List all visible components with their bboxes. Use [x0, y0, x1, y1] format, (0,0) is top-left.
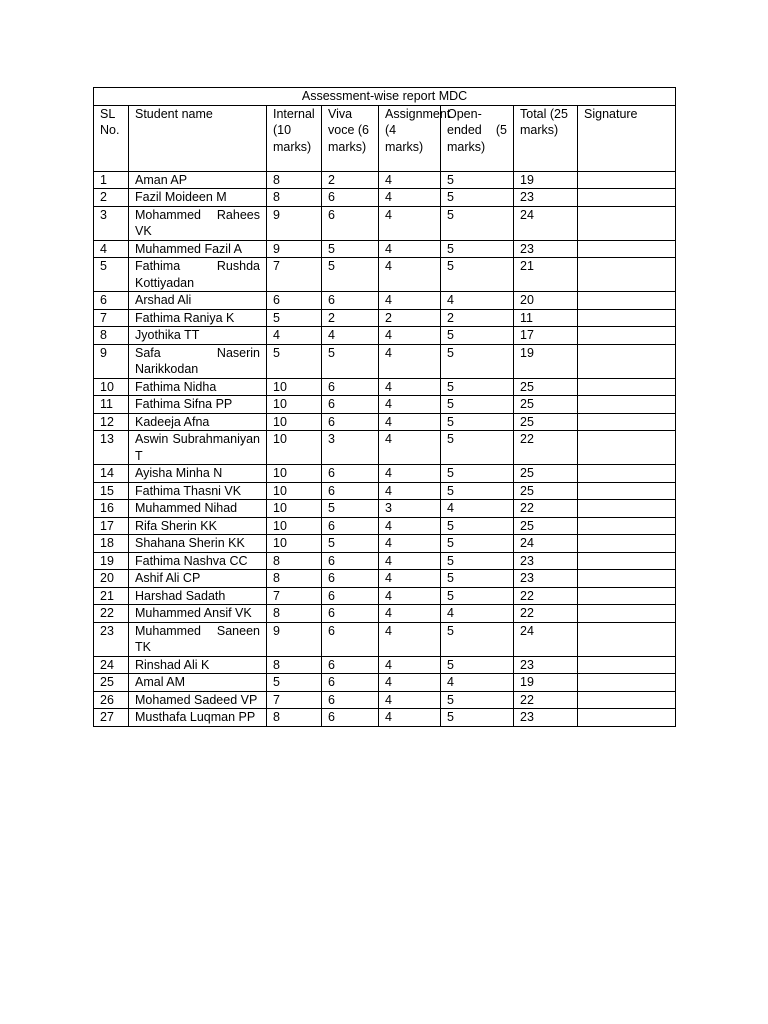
student-name-cell: Jyothika TT [129, 327, 267, 345]
signature-cell [578, 674, 676, 692]
viva-voce-cell: 6 [322, 709, 379, 727]
student-name-cell: Fathima Nashva CC [129, 552, 267, 570]
sl-no-cell: 19 [94, 552, 129, 570]
signature-cell [578, 465, 676, 483]
report-title: Assessment-wise report MDC [94, 88, 676, 106]
student-name-cell: Fathima Thasni VK [129, 482, 267, 500]
signature-cell [578, 622, 676, 656]
open-ended-cell: 5 [441, 327, 514, 345]
signature-cell [578, 189, 676, 207]
internal-cell: 10 [267, 482, 322, 500]
viva-voce-cell: 4 [322, 327, 379, 345]
assignment-cell: 4 [379, 240, 441, 258]
internal-cell: 5 [267, 674, 322, 692]
viva-voce-cell: 5 [322, 258, 379, 292]
total-cell: 23 [514, 189, 578, 207]
internal-cell: 10 [267, 517, 322, 535]
open-ended-cell: 5 [441, 431, 514, 465]
viva-voce-cell: 6 [322, 292, 379, 310]
viva-voce-cell: 5 [322, 240, 379, 258]
col-header-internal: Internal (10 marks) [267, 105, 322, 171]
internal-cell: 7 [267, 587, 322, 605]
table-row [94, 258, 676, 292]
signature-cell [578, 206, 676, 240]
viva-voce-cell: 6 [322, 656, 379, 674]
open-ended-cell: 5 [441, 206, 514, 240]
student-name-cell: Fathima Raniya K [129, 309, 267, 327]
signature-cell [578, 517, 676, 535]
student-name-cell: Ayisha Minha N [129, 465, 267, 483]
assignment-cell: 4 [379, 535, 441, 553]
table-row [94, 605, 676, 623]
signature-cell [578, 240, 676, 258]
student-name-cell: Muhammed Ansif VK [129, 605, 267, 623]
open-ended-cell: 5 [441, 570, 514, 588]
viva-voce-cell: 6 [322, 552, 379, 570]
table-row [94, 587, 676, 605]
viva-voce-cell: 6 [322, 605, 379, 623]
viva-voce-cell: 6 [322, 674, 379, 692]
total-cell: 25 [514, 482, 578, 500]
table-row [94, 309, 676, 327]
signature-cell [578, 309, 676, 327]
open-ended-cell: 5 [441, 258, 514, 292]
internal-cell: 8 [267, 656, 322, 674]
total-cell: 19 [514, 344, 578, 378]
open-ended-cell: 5 [441, 189, 514, 207]
student-name-cell: Fathima Rushda Kottiyadan [129, 258, 267, 292]
sl-no-cell: 6 [94, 292, 129, 310]
table-row [94, 413, 676, 431]
assignment-cell: 4 [379, 344, 441, 378]
internal-cell: 10 [267, 413, 322, 431]
open-ended-cell: 5 [441, 413, 514, 431]
table-row [94, 691, 676, 709]
viva-voce-cell: 6 [322, 517, 379, 535]
open-ended-cell: 5 [441, 552, 514, 570]
sl-no-cell: 2 [94, 189, 129, 207]
sl-no-cell: 25 [94, 674, 129, 692]
student-name-cell: Muhammed Nihad [129, 500, 267, 518]
internal-cell: 10 [267, 431, 322, 465]
assignment-cell: 4 [379, 465, 441, 483]
assignment-cell: 4 [379, 378, 441, 396]
signature-cell [578, 378, 676, 396]
total-cell: 25 [514, 396, 578, 414]
student-name-cell: Rinshad Ali K [129, 656, 267, 674]
viva-voce-cell: 5 [322, 344, 379, 378]
sl-no-cell: 27 [94, 709, 129, 727]
sl-no-cell: 1 [94, 171, 129, 189]
internal-cell: 7 [267, 258, 322, 292]
signature-cell [578, 570, 676, 588]
signature-cell [578, 500, 676, 518]
internal-cell: 9 [267, 622, 322, 656]
assignment-cell: 4 [379, 656, 441, 674]
total-cell: 22 [514, 587, 578, 605]
open-ended-cell: 5 [441, 535, 514, 553]
total-cell: 23 [514, 240, 578, 258]
total-cell: 19 [514, 171, 578, 189]
assignment-cell: 4 [379, 171, 441, 189]
open-ended-cell: 4 [441, 605, 514, 623]
total-cell: 23 [514, 656, 578, 674]
student-name-cell: Fazil Moideen M [129, 189, 267, 207]
total-cell: 11 [514, 309, 578, 327]
total-cell: 23 [514, 570, 578, 588]
student-name-cell: Fathima Nidha [129, 378, 267, 396]
open-ended-cell: 5 [441, 465, 514, 483]
table-row [94, 552, 676, 570]
table-row [94, 570, 676, 588]
table-row [94, 189, 676, 207]
assessment-report-table [93, 87, 676, 727]
total-cell: 23 [514, 709, 578, 727]
open-ended-cell: 5 [441, 396, 514, 414]
sl-no-cell: 13 [94, 431, 129, 465]
internal-cell: 10 [267, 500, 322, 518]
sl-no-cell: 21 [94, 587, 129, 605]
sl-no-cell: 24 [94, 656, 129, 674]
open-ended-cell: 5 [441, 709, 514, 727]
internal-cell: 5 [267, 309, 322, 327]
viva-voce-cell: 2 [322, 309, 379, 327]
table-row [94, 465, 676, 483]
assignment-cell: 4 [379, 292, 441, 310]
viva-voce-cell: 6 [322, 622, 379, 656]
col-header-viva-voce: Viva voce (6 marks) [322, 105, 379, 171]
viva-voce-cell: 6 [322, 413, 379, 431]
total-cell: 21 [514, 258, 578, 292]
open-ended-cell: 4 [441, 292, 514, 310]
open-ended-cell: 4 [441, 500, 514, 518]
col-header-assignment: Assignment (4 marks) [379, 105, 441, 171]
sl-no-cell: 20 [94, 570, 129, 588]
table-row [94, 327, 676, 345]
student-name-cell: Kadeeja Afna [129, 413, 267, 431]
signature-cell [578, 691, 676, 709]
col-header-open-ended: Open-ended (5 marks) [441, 105, 514, 171]
open-ended-cell: 5 [441, 691, 514, 709]
total-cell: 20 [514, 292, 578, 310]
student-name-cell: Musthafa Luqman PP [129, 709, 267, 727]
student-name-cell: Muhammed Fazil A [129, 240, 267, 258]
assignment-cell: 4 [379, 258, 441, 292]
table-row [94, 482, 676, 500]
viva-voce-cell: 6 [322, 587, 379, 605]
report-body [94, 171, 676, 726]
col-header-total: Total (25 marks) [514, 105, 578, 171]
table-row [94, 535, 676, 553]
total-cell: 24 [514, 535, 578, 553]
internal-cell: 8 [267, 552, 322, 570]
assignment-cell: 4 [379, 622, 441, 656]
internal-cell: 8 [267, 605, 322, 623]
sl-no-cell: 26 [94, 691, 129, 709]
signature-cell [578, 587, 676, 605]
student-name-cell: Aman AP [129, 171, 267, 189]
assignment-cell: 4 [379, 691, 441, 709]
open-ended-cell: 5 [441, 378, 514, 396]
total-cell: 22 [514, 431, 578, 465]
student-name-cell: Aswin Subrahmaniyan T [129, 431, 267, 465]
viva-voce-cell: 6 [322, 206, 379, 240]
total-cell: 19 [514, 674, 578, 692]
open-ended-cell: 5 [441, 240, 514, 258]
sl-no-cell: 17 [94, 517, 129, 535]
total-cell: 17 [514, 327, 578, 345]
signature-cell [578, 535, 676, 553]
open-ended-cell: 2 [441, 309, 514, 327]
col-header-sl-no: SL No. [94, 105, 129, 171]
internal-cell: 4 [267, 327, 322, 345]
sl-no-cell: 9 [94, 344, 129, 378]
signature-cell [578, 709, 676, 727]
signature-cell [578, 482, 676, 500]
signature-cell [578, 292, 676, 310]
student-name-cell: Mohamed Sadeed VP [129, 691, 267, 709]
assignment-cell: 4 [379, 482, 441, 500]
total-cell: 25 [514, 465, 578, 483]
table-row [94, 622, 676, 656]
col-header-student-name: Student name [129, 105, 267, 171]
table-row [94, 240, 676, 258]
table-row [94, 344, 676, 378]
viva-voce-cell: 6 [322, 465, 379, 483]
total-cell: 25 [514, 413, 578, 431]
sl-no-cell: 3 [94, 206, 129, 240]
assignment-cell: 4 [379, 587, 441, 605]
viva-voce-cell: 2 [322, 171, 379, 189]
open-ended-cell: 5 [441, 656, 514, 674]
open-ended-cell: 5 [441, 171, 514, 189]
signature-cell [578, 413, 676, 431]
assignment-cell: 3 [379, 500, 441, 518]
open-ended-cell: 5 [441, 622, 514, 656]
sl-no-cell: 23 [94, 622, 129, 656]
table-row [94, 517, 676, 535]
assignment-cell: 4 [379, 709, 441, 727]
col-header-signature: Signature [578, 105, 676, 171]
viva-voce-cell: 3 [322, 431, 379, 465]
total-cell: 22 [514, 500, 578, 518]
table-row [94, 709, 676, 727]
total-cell: 25 [514, 517, 578, 535]
student-name-cell: Fathima Sifna PP [129, 396, 267, 414]
sl-no-cell: 22 [94, 605, 129, 623]
viva-voce-cell: 5 [322, 500, 379, 518]
table-row [94, 656, 676, 674]
sl-no-cell: 16 [94, 500, 129, 518]
viva-voce-cell: 6 [322, 378, 379, 396]
student-name-cell: Mohammed Rahees VK [129, 206, 267, 240]
assignment-cell: 4 [379, 327, 441, 345]
viva-voce-cell: 6 [322, 482, 379, 500]
internal-cell: 7 [267, 691, 322, 709]
assignment-cell: 4 [379, 570, 441, 588]
student-name-cell: Arshad Ali [129, 292, 267, 310]
assignment-cell: 4 [379, 206, 441, 240]
sl-no-cell: 7 [94, 309, 129, 327]
signature-cell [578, 327, 676, 345]
assignment-cell: 4 [379, 517, 441, 535]
signature-cell [578, 552, 676, 570]
internal-cell: 10 [267, 465, 322, 483]
student-name-cell: Shahana Sherin KK [129, 535, 267, 553]
open-ended-cell: 5 [441, 482, 514, 500]
student-name-cell: Safa Naserin Narikkodan [129, 344, 267, 378]
assignment-cell: 2 [379, 309, 441, 327]
viva-voce-cell: 6 [322, 570, 379, 588]
total-cell: 24 [514, 206, 578, 240]
sl-no-cell: 8 [94, 327, 129, 345]
internal-cell: 8 [267, 570, 322, 588]
signature-cell [578, 258, 676, 292]
table-row [94, 674, 676, 692]
assignment-cell: 4 [379, 552, 441, 570]
table-row [94, 396, 676, 414]
open-ended-cell: 5 [441, 587, 514, 605]
total-cell: 25 [514, 378, 578, 396]
open-ended-cell: 5 [441, 517, 514, 535]
internal-cell: 9 [267, 206, 322, 240]
sl-no-cell: 10 [94, 378, 129, 396]
sl-no-cell: 11 [94, 396, 129, 414]
signature-cell [578, 656, 676, 674]
viva-voce-cell: 6 [322, 691, 379, 709]
table-row [94, 431, 676, 465]
internal-cell: 10 [267, 378, 322, 396]
signature-cell [578, 171, 676, 189]
internal-cell: 10 [267, 535, 322, 553]
signature-cell [578, 431, 676, 465]
total-cell: 22 [514, 691, 578, 709]
viva-voce-cell: 5 [322, 535, 379, 553]
viva-voce-cell: 6 [322, 189, 379, 207]
open-ended-cell: 4 [441, 674, 514, 692]
assignment-cell: 4 [379, 413, 441, 431]
sl-no-cell: 5 [94, 258, 129, 292]
total-cell: 24 [514, 622, 578, 656]
total-cell: 23 [514, 552, 578, 570]
internal-cell: 5 [267, 344, 322, 378]
student-name-cell: Harshad Sadath [129, 587, 267, 605]
internal-cell: 8 [267, 171, 322, 189]
table-row [94, 378, 676, 396]
table-row [94, 171, 676, 189]
sl-no-cell: 12 [94, 413, 129, 431]
total-cell: 22 [514, 605, 578, 623]
signature-cell [578, 344, 676, 378]
assignment-cell: 4 [379, 605, 441, 623]
viva-voce-cell: 6 [322, 396, 379, 414]
internal-cell: 9 [267, 240, 322, 258]
sl-no-cell: 4 [94, 240, 129, 258]
student-name-cell: Ashif Ali CP [129, 570, 267, 588]
assignment-cell: 4 [379, 674, 441, 692]
header-row [94, 105, 676, 171]
internal-cell: 10 [267, 396, 322, 414]
internal-cell: 8 [267, 709, 322, 727]
sl-no-cell: 14 [94, 465, 129, 483]
student-name-cell: Rifa Sherin KK [129, 517, 267, 535]
table-row [94, 206, 676, 240]
sl-no-cell: 18 [94, 535, 129, 553]
student-name-cell: Amal AM [129, 674, 267, 692]
signature-cell [578, 605, 676, 623]
internal-cell: 6 [267, 292, 322, 310]
assignment-cell: 4 [379, 189, 441, 207]
assignment-cell: 4 [379, 431, 441, 465]
internal-cell: 8 [267, 189, 322, 207]
assignment-cell: 4 [379, 396, 441, 414]
table-row [94, 500, 676, 518]
sl-no-cell: 15 [94, 482, 129, 500]
table-row [94, 292, 676, 310]
open-ended-cell: 5 [441, 344, 514, 378]
signature-cell [578, 396, 676, 414]
student-name-cell: Muhammed Saneen TK [129, 622, 267, 656]
